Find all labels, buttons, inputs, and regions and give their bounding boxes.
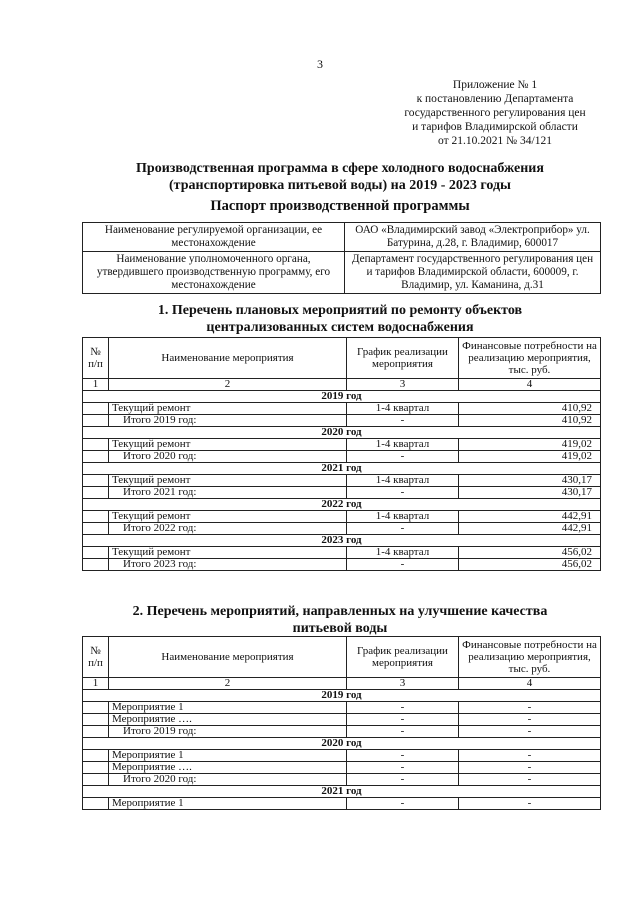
year-row: 2020 год — [83, 738, 601, 750]
total-row: Итого 2023 год: - 456,02 — [83, 559, 601, 571]
passport-value: Департамент государственного регулирования цен и тарифов Владимирской области, 600009, г. Владимир, ул. Каманина, д.31 — [345, 252, 601, 294]
table-row: Текущий ремонт 1-4 квартал 442,91 — [83, 511, 601, 523]
page-number: 3 — [317, 57, 323, 71]
table-row — [83, 223, 601, 252]
table-row: Мероприятие 1 - - — [83, 702, 601, 714]
table-row — [83, 252, 601, 294]
total-row: Итого 2022 год: - 442,91 — [83, 523, 601, 535]
table-row: Мероприятие 1 - - — [83, 750, 601, 762]
header-name: Наименование мероприятия — [109, 637, 347, 678]
passport-label: Наименование уполномоченного органа, утвердившего производственную программу, его местонахождение — [83, 252, 345, 294]
year-row: 2020 год — [83, 427, 601, 439]
header-schedule: График реализации мероприятия — [347, 637, 459, 678]
passport-heading: Паспорт производственной программы — [210, 198, 470, 214]
year-row: 2023 год — [83, 535, 601, 547]
appendix-line: государственного регулирования цен — [404, 107, 586, 119]
section1-heading: 1. Перечень плановых мероприятий по ремонту объектов централизованных систем водоснабжения — [157, 303, 523, 335]
table-row: Текущий ремонт 1-4 квартал 456,02 — [83, 547, 601, 559]
total-row: Итого 2019 год: - - — [83, 726, 601, 738]
header-finance: Финансовые потребности на реализацию мероприятия, тыс. руб. — [459, 338, 601, 379]
column-number-row: 1 2 3 4 — [83, 678, 601, 690]
header-name: Наименование мероприятия — [109, 338, 347, 379]
passport-table — [82, 222, 601, 294]
appendix-line: к постановлению Департамента — [416, 93, 574, 105]
appendix-block — [395, 78, 595, 148]
year-row: 2019 год — [83, 690, 601, 702]
table-header-row — [83, 338, 601, 379]
total-row: Итого 2021 год: - 430,17 — [83, 487, 601, 499]
header-num: № п/п — [83, 637, 109, 678]
column-number-row: 1 2 3 4 — [83, 379, 601, 391]
passport-label: Наименование регулируемой организации, ее местонахождение — [83, 223, 345, 252]
total-row: Итого 2020 год: - 419,02 — [83, 451, 601, 463]
table-row: Текущий ремонт 1-4 квартал 430,17 — [83, 475, 601, 487]
passport-value: ОАО «Владимирский завод «Электроприбор» ул. Батурина, д.28, г. Владимир, 600017 — [345, 223, 601, 252]
section2-heading: 2. Перечень мероприятий, направленных на улучшение качества питьевой воды — [132, 604, 548, 636]
table-row: Мероприятие …. - - — [83, 762, 601, 774]
year-row: 2021 год — [83, 463, 601, 475]
appendix-line: и тарифов Владимирской области — [412, 121, 578, 133]
year-row: 2019 год — [83, 391, 601, 403]
total-row: Итого 2019 год: - 410,92 — [83, 415, 601, 427]
table-row: Мероприятие …. - - — [83, 714, 601, 726]
appendix-line: Приложение № 1 — [452, 79, 538, 91]
table-header-row — [83, 637, 601, 678]
header-schedule: График реализации мероприятия — [347, 338, 459, 379]
water-quality-measures-table — [82, 636, 601, 810]
header-finance: Финансовые потребности на реализацию мероприятия, тыс. руб. — [459, 637, 601, 678]
header-num: № п/п — [83, 338, 109, 379]
repair-measures-table — [82, 337, 601, 571]
document-title: Производственная программа в сфере холодного водоснабжения (транспортировка питьевой воды) на 2019 - 2023 годы — [136, 161, 544, 193]
total-row: Итого 2020 год: - - — [83, 774, 601, 786]
table-row: Текущий ремонт 1-4 квартал 419,02 — [83, 439, 601, 451]
table-row: Мероприятие 1 - - — [83, 798, 601, 810]
table-row: Текущий ремонт 1-4 квартал 410,92 — [83, 403, 601, 415]
year-row: 2021 год — [83, 786, 601, 798]
appendix-line: от 21.10.2021 № 34/121 — [438, 135, 552, 147]
year-row: 2022 год — [83, 499, 601, 511]
